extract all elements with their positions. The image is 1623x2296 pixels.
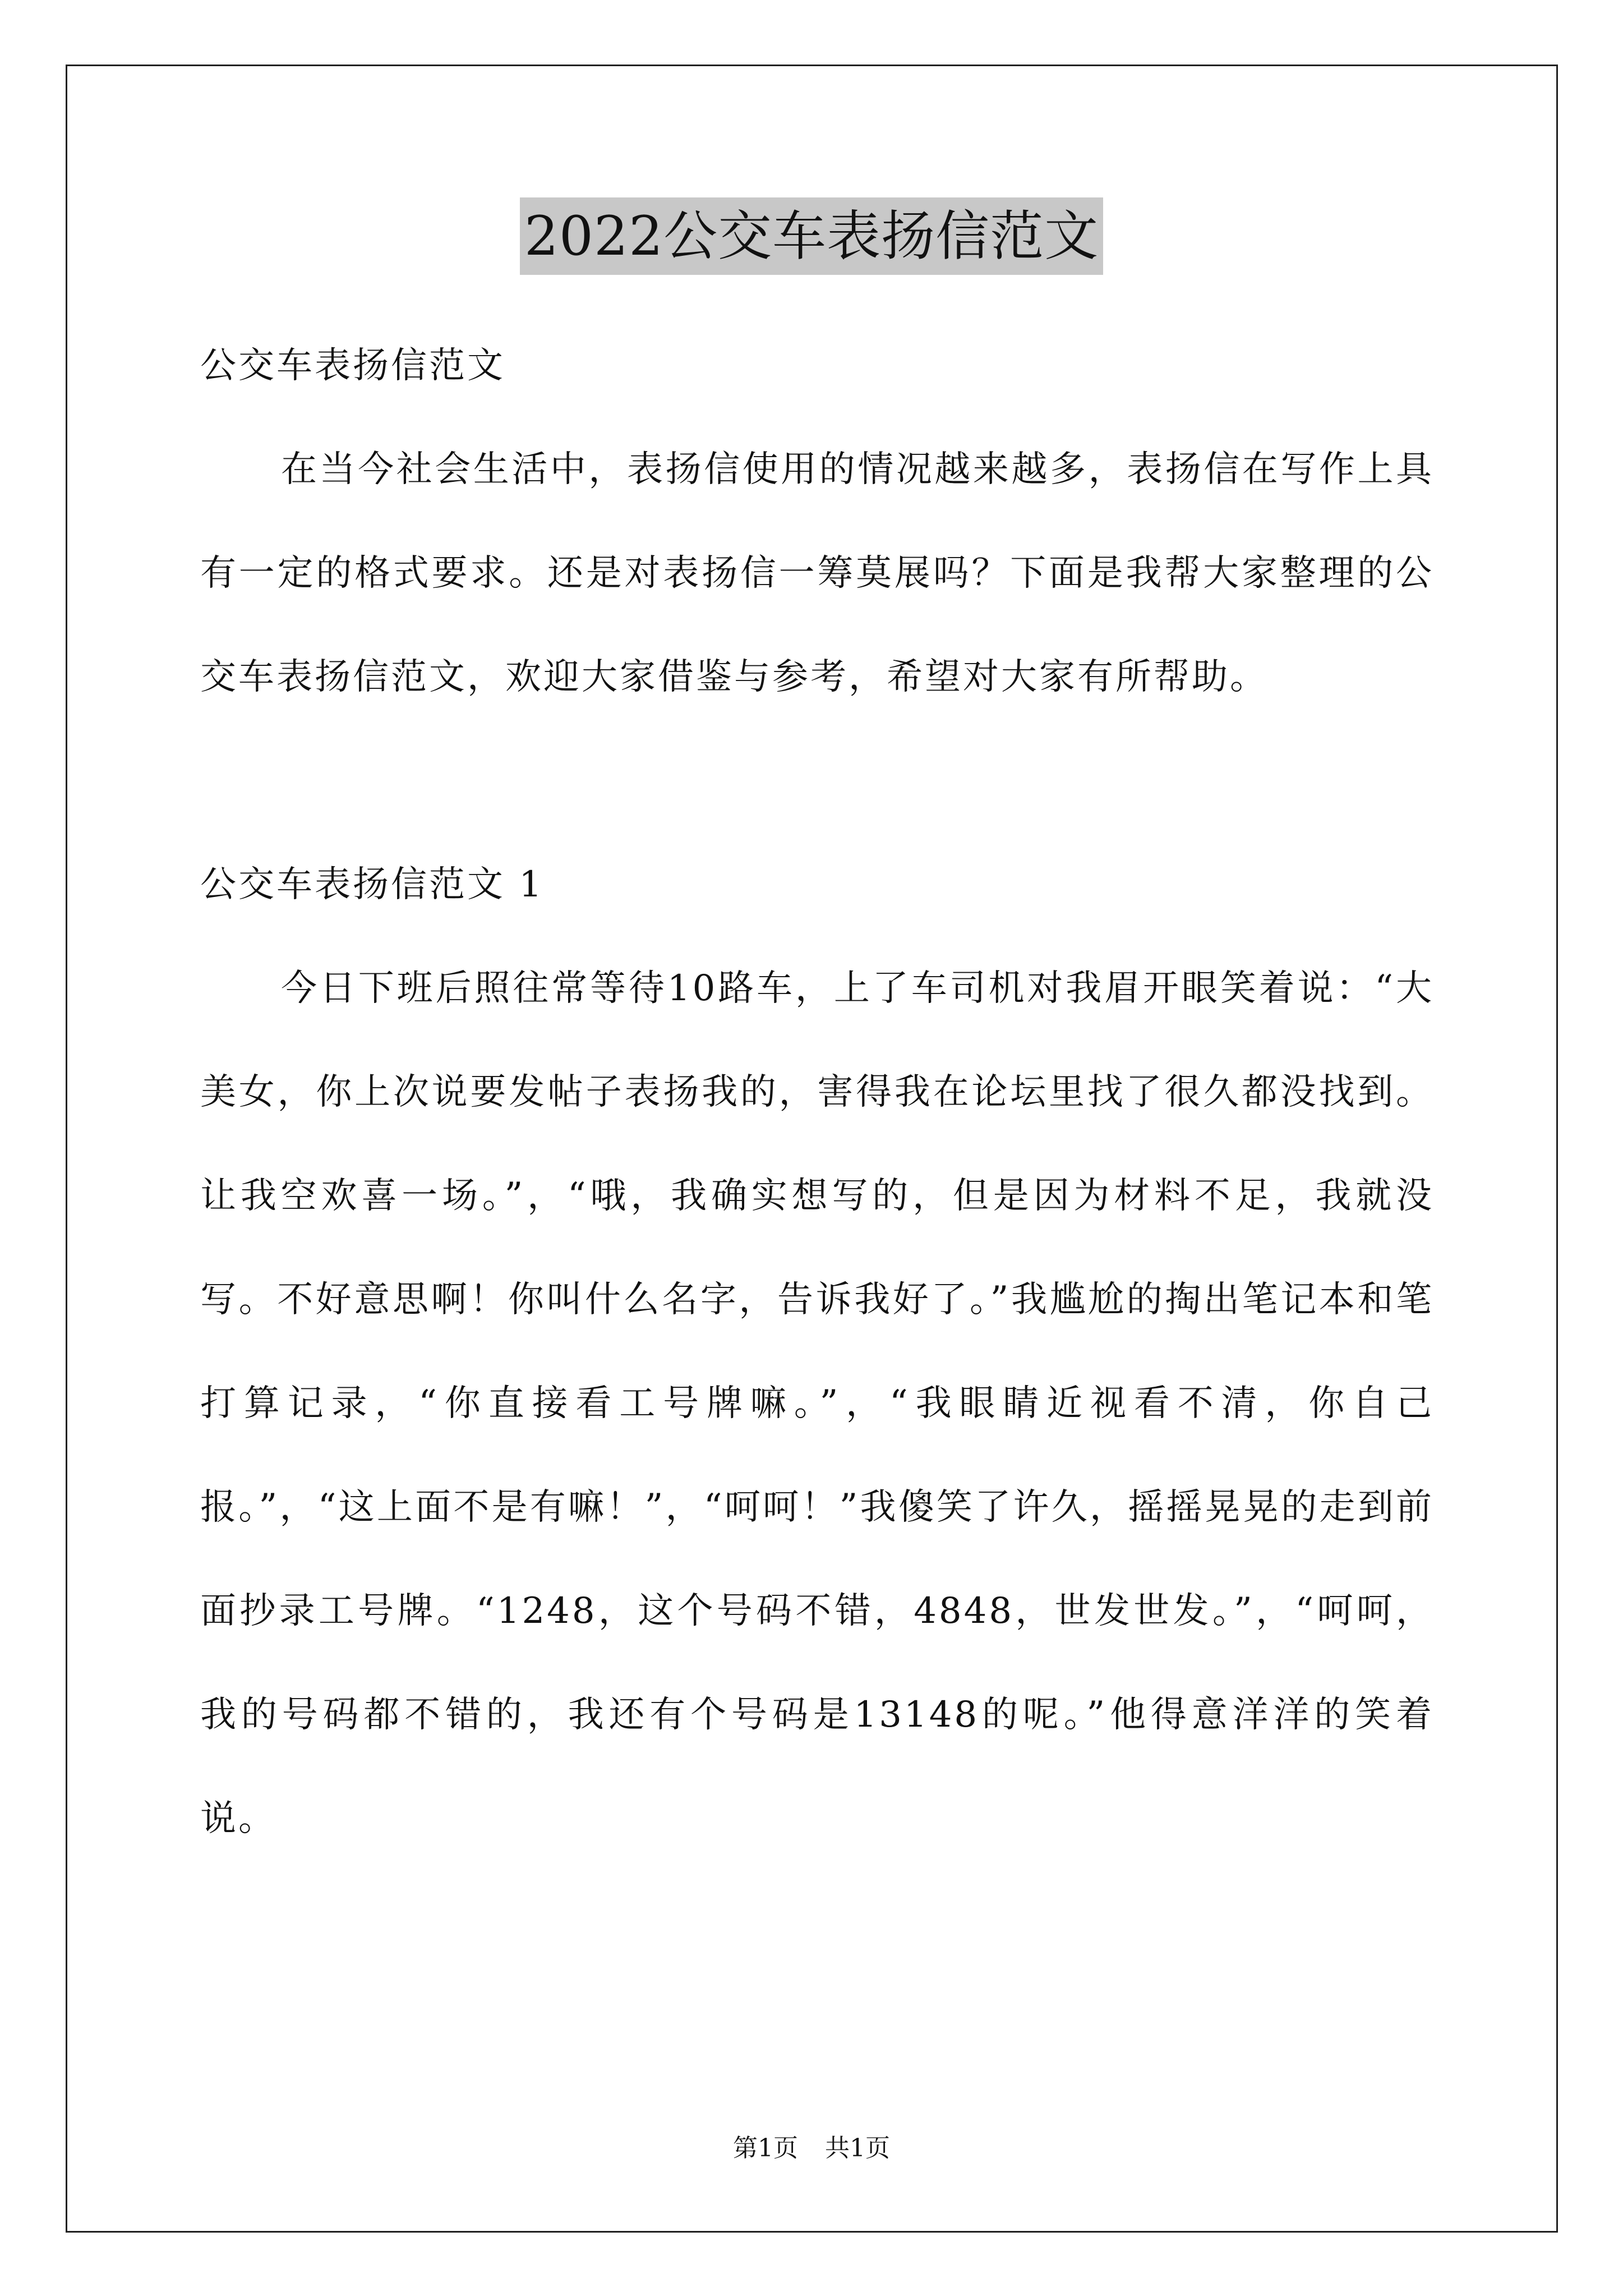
title-wrap [0, 197, 1623, 275]
intro-paragraph: 在当今社会生活中，表扬信使用的情况越来越多，表扬信在写作上具有一定的格式要求。还是对表扬信一筹莫展吗？下面是我帮大家整理的公交车表扬信范文，欢迎大家借鉴与参考，希望对大家有所帮助。 [200, 449, 1434, 698]
page-number-current: 第1页 [733, 2134, 798, 2162]
paragraph-gap [200, 729, 1434, 833]
section-heading: 公交车表扬信范文 1 [200, 864, 545, 905]
document-body [200, 314, 1434, 1871]
page-footer [0, 2132, 1623, 2165]
section-paragraph: 今日下班后照往常等待10路车，上了车司机对我眉开眼笑着说：“大美女，你上次说要发帖子表扬我的，害得我在论坛里找了很久都没找到。让我空欢喜一场。”，“哦，我确实想写的，但是因为材料不足，我就没写。不好意思啊！你叫什么名字，告诉我好了。”我尴尬的掏出笔记本和笔打算记录，“你直接看工号牌嘛。”，“我眼睛近视看不清，你自己报。”，“这上面不是有嘛！”，“呵呵！”我傻笑了许久，摇摇晃晃的走到前面抄录工号牌。“1248，这个号码不错，4848，世发世发。”，“呵呵，我的号码都不错的，我还有个号码是13148的呢。”他得意洋洋的笑着说。 [200, 968, 1434, 1839]
document-title: 2022公交车表扬信范文 [520, 197, 1103, 275]
page-number-total: 共1页 [825, 2134, 890, 2162]
document-heading: 公交车表扬信范文 [200, 345, 505, 386]
